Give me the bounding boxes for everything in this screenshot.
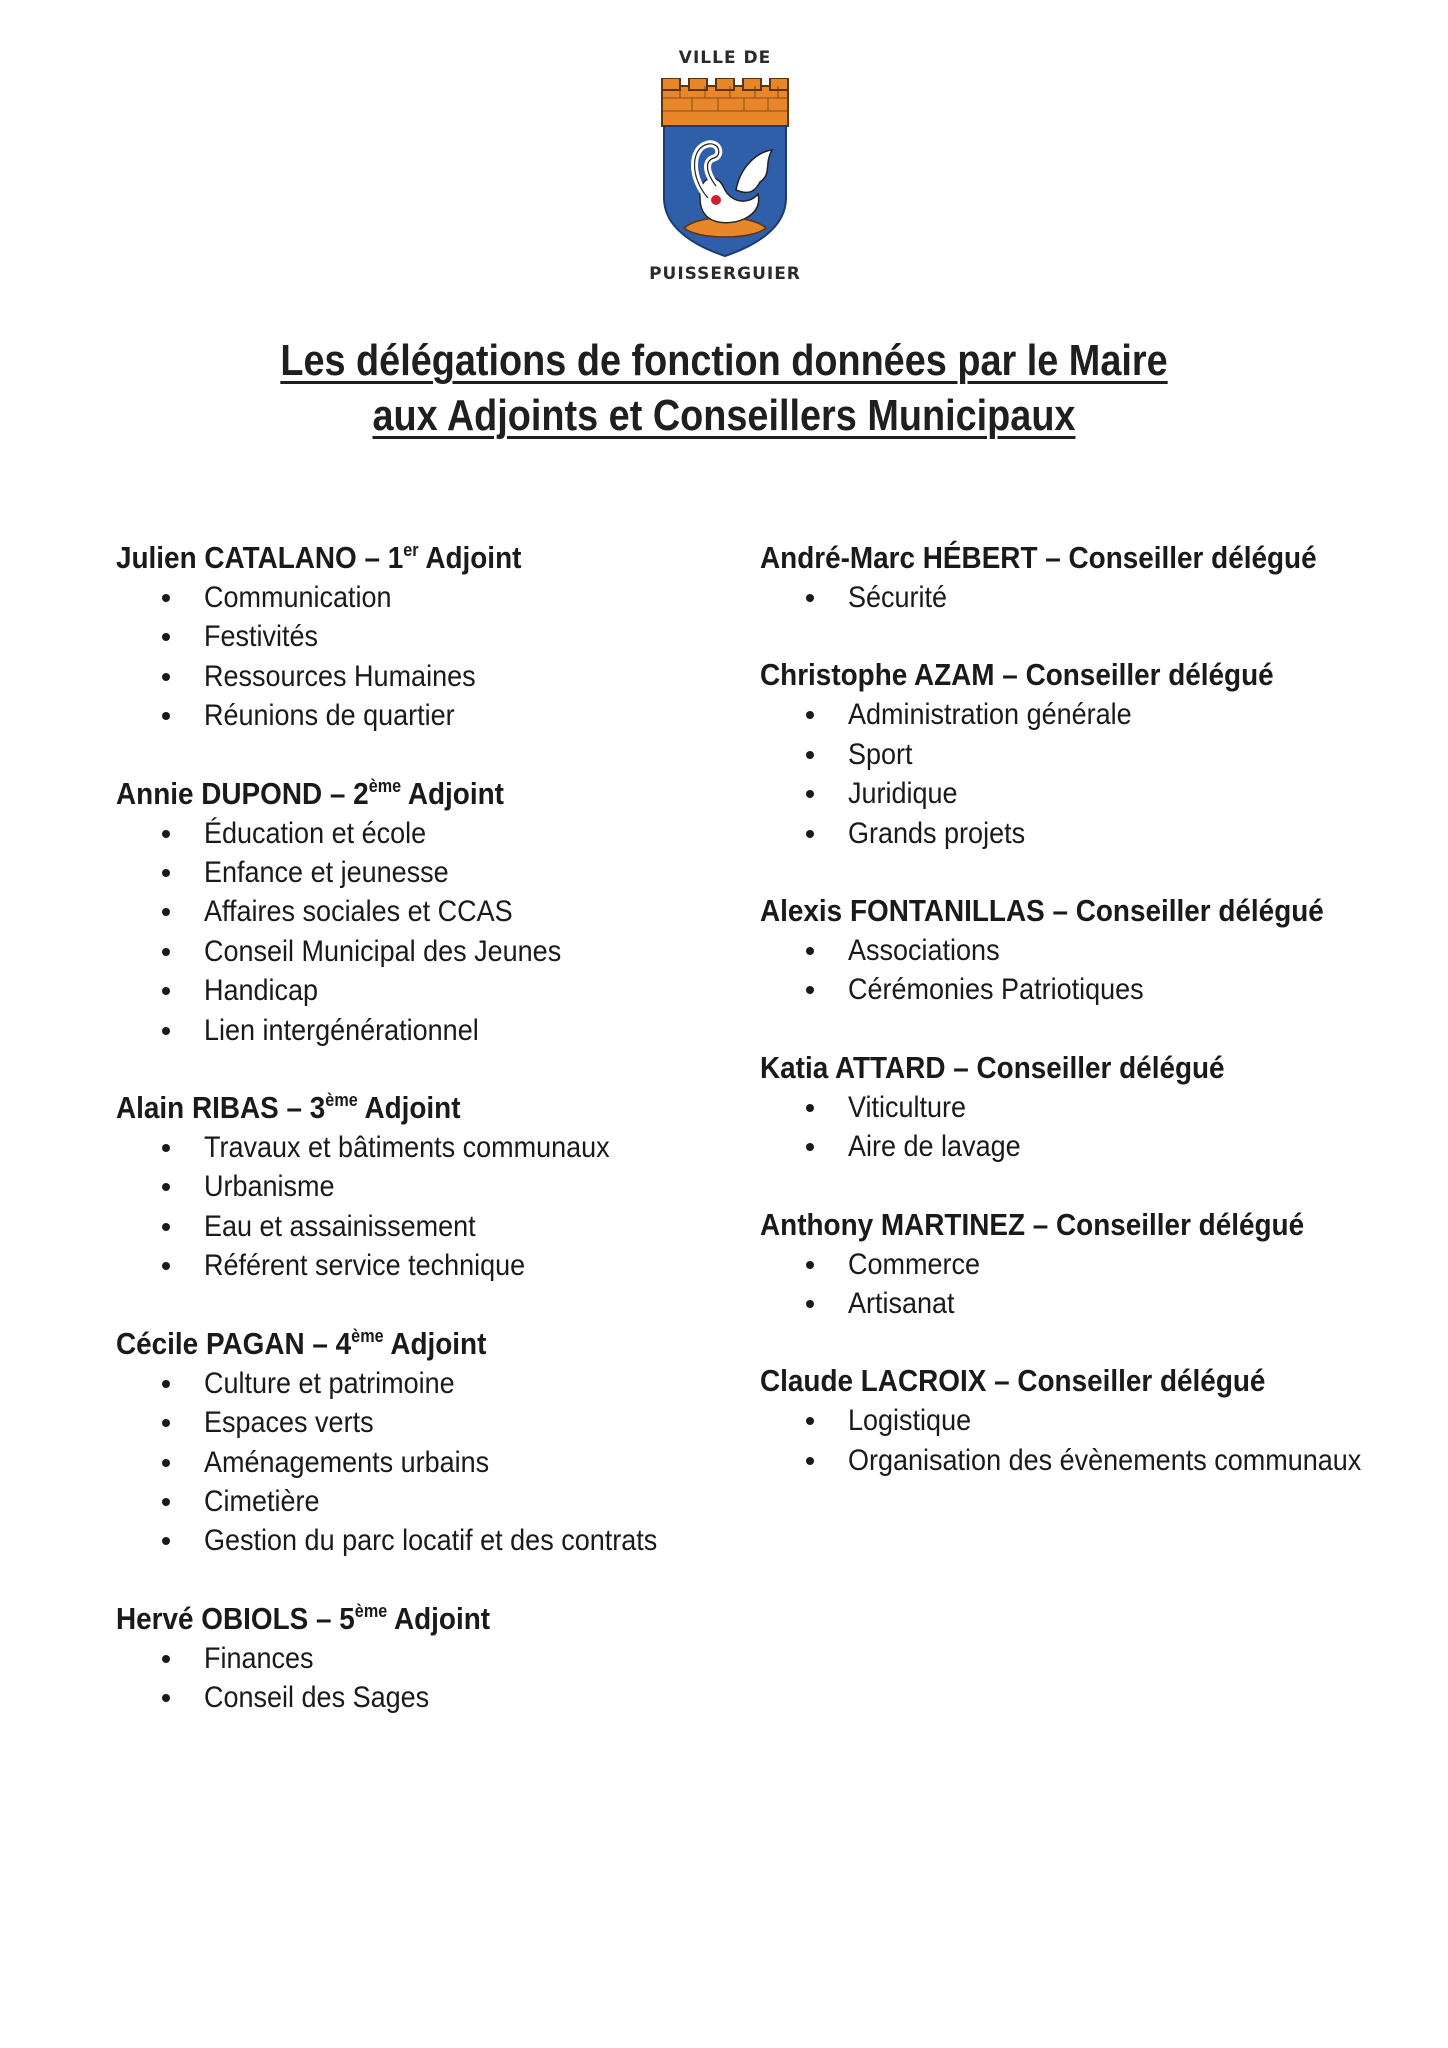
rank-suffix: ème (368, 775, 402, 796)
task-label: Eau et assainissement (204, 1209, 476, 1243)
person-name-text: Alain RIBAS – 3 (116, 1090, 326, 1126)
task-label: Culture et patrimoine (204, 1366, 455, 1400)
task-label: Travaux et bâtiments communaux (204, 1131, 610, 1165)
bullet-icon (162, 830, 170, 838)
task-label: Lien intergénérationnel (204, 1013, 479, 1047)
task-label: Communication (204, 581, 392, 614)
task-list (116, 1364, 716, 1561)
list-item (760, 1127, 1420, 1166)
bullet-icon (162, 948, 170, 956)
list-item (116, 971, 716, 1010)
coat-of-arms-swan-icon (660, 78, 790, 258)
bullet-icon (806, 1143, 814, 1151)
list-item (116, 657, 716, 696)
person-name-text: Cécile PAGAN – 4 (116, 1325, 352, 1361)
task-label: Administration générale (848, 698, 1132, 732)
task-label: Réunions de quartier (204, 699, 455, 733)
task-list (116, 1639, 716, 1718)
delegation-block (116, 1324, 716, 1561)
task-label: Festivités (204, 620, 319, 654)
list-item (760, 1401, 1420, 1440)
task-list (760, 931, 1420, 1010)
left-column (116, 538, 716, 1756)
task-label: Viticulture (848, 1090, 967, 1124)
delegation-block (760, 1361, 1420, 1480)
list-item (760, 735, 1420, 774)
list-item (116, 1011, 716, 1050)
person-name-text: Katia ATTARD – Conseiller délégué (760, 1049, 1225, 1085)
task-label: Enfance et jeunesse (204, 856, 449, 890)
task-label: Handicap (204, 974, 319, 1008)
task-list (760, 695, 1420, 853)
task-label: Conseil Municipal des Jeunes (204, 934, 562, 968)
bullet-icon (806, 790, 814, 798)
task-label: Aire de lavage (848, 1130, 1021, 1164)
list-item (760, 1088, 1420, 1127)
person-name-text: Hervé OBIOLS – 5 (116, 1600, 355, 1636)
task-list (760, 1401, 1420, 1480)
delegation-block (116, 1088, 716, 1286)
list-item (760, 695, 1420, 734)
task-label: Affaires sociales et CCAS (204, 895, 513, 929)
delegation-block (760, 655, 1420, 853)
rank-suffix: er (403, 540, 419, 560)
person-name (116, 1088, 656, 1128)
task-label: Associations (848, 934, 1000, 968)
person-name-text: Christophe AZAM – Conseiller délégué (760, 657, 1274, 693)
list-item (116, 1364, 716, 1403)
bullet-icon (806, 594, 814, 602)
task-label: Gestion du parc locatif et des contrats (204, 1524, 658, 1558)
town-label-top: VILLE DE (678, 48, 772, 68)
delegation-block (116, 538, 716, 736)
task-label: Référent service technique (204, 1249, 526, 1283)
bullet-icon (162, 1027, 170, 1035)
bullet-icon (162, 1183, 170, 1191)
bullet-icon (162, 1419, 170, 1427)
list-item (116, 1403, 716, 1442)
delegation-block (760, 1205, 1420, 1324)
bullet-icon (806, 830, 814, 838)
list-item (116, 814, 716, 853)
person-name (760, 538, 1354, 578)
title-line-2: aux Adjoints et Conseillers Municipaux (372, 391, 1076, 440)
list-item (116, 1678, 716, 1717)
bullet-icon (162, 1380, 170, 1388)
person-name (116, 774, 656, 814)
person-name-text: Alexis FONTANILLAS – Conseiller délégué (760, 893, 1324, 929)
task-label: Cérémonies Patriotiques (848, 973, 1144, 1007)
person-name (116, 1599, 656, 1639)
person-name-text: Annie DUPOND – 2 (116, 775, 369, 811)
task-label: Sport (848, 737, 913, 771)
delegation-block (760, 1048, 1420, 1167)
bullet-icon (806, 947, 814, 955)
task-label: Espaces verts (204, 1406, 374, 1440)
bullet-icon (162, 987, 170, 995)
task-list (760, 1245, 1420, 1324)
list-item (116, 617, 716, 656)
bullet-icon (162, 673, 170, 681)
task-label: Sécurité (848, 581, 948, 614)
list-item (760, 1441, 1420, 1480)
list-item (116, 932, 716, 971)
right-column (760, 538, 1420, 1518)
bullet-icon (806, 1457, 814, 1465)
task-label: Logistique (848, 1404, 972, 1438)
task-label: Grands projets (848, 816, 1026, 850)
task-label: Finances (204, 1641, 314, 1675)
list-item (760, 1284, 1420, 1323)
delegation-block (116, 1599, 716, 1718)
rank-suffix: ème (351, 1325, 384, 1346)
list-item (116, 1639, 716, 1678)
task-label: Aménagements urbains (204, 1445, 490, 1479)
list-item (116, 1521, 716, 1560)
bullet-icon (162, 1459, 170, 1467)
person-name (760, 1048, 1354, 1088)
task-label: Organisation des évènements communaux (848, 1443, 1362, 1477)
bullet-icon (806, 986, 814, 994)
page-title (101, 333, 1346, 443)
task-label: Artisanat (848, 1287, 955, 1321)
delegation-block (760, 538, 1420, 617)
town-label-bottom: PUISSERGUIER (649, 264, 801, 284)
task-label: Conseil des Sages (204, 1681, 430, 1715)
person-name (760, 1361, 1354, 1401)
task-list (760, 1088, 1420, 1167)
task-label: Éducation et école (204, 816, 427, 850)
task-list (760, 578, 1420, 617)
task-label: Urbanisme (204, 1170, 335, 1204)
list-item (116, 1482, 716, 1521)
person-name (760, 655, 1354, 695)
person-role: Adjoint (387, 1600, 491, 1636)
task-list (116, 578, 716, 736)
list-item (116, 1128, 716, 1167)
person-name-text: André-Marc HÉBERT – Conseiller délégué (760, 540, 1317, 575)
bullet-icon (162, 712, 170, 720)
list-item (116, 578, 716, 617)
task-label: Juridique (848, 777, 958, 811)
bullet-icon (162, 1223, 170, 1231)
bullet-icon (162, 1694, 170, 1702)
person-role: Adjoint (401, 775, 504, 811)
rank-suffix: ème (325, 1090, 358, 1111)
person-name (760, 1205, 1354, 1245)
title-line-1: Les délégations de fonction données par le Maire (280, 336, 1168, 385)
delegation-block (760, 891, 1420, 1010)
list-item (760, 814, 1420, 853)
task-list (116, 814, 716, 1050)
list-item (116, 1167, 716, 1206)
list-item (760, 1245, 1420, 1284)
person-name-text: Anthony MARTINEZ – Conseiller délégué (760, 1206, 1305, 1242)
task-label: Commerce (848, 1247, 981, 1281)
list-item (116, 1246, 716, 1285)
person-name-text: Julien CATALANO – 1 (116, 540, 404, 575)
bullet-icon (162, 594, 170, 602)
list-item (116, 1207, 716, 1246)
bullet-icon (806, 751, 814, 759)
list-item (116, 853, 716, 892)
bullet-icon (162, 1655, 170, 1663)
list-item (760, 970, 1420, 1009)
person-name (760, 891, 1354, 931)
list-item (116, 696, 716, 735)
task-label: Ressources Humaines (204, 659, 476, 693)
bullet-icon (162, 1144, 170, 1152)
delegation-block (116, 774, 716, 1050)
bullet-icon (806, 1417, 814, 1425)
bullet-icon (806, 1104, 814, 1112)
bullet-icon (162, 908, 170, 916)
list-item (760, 774, 1420, 813)
person-name-text: Claude LACROIX – Conseiller délégué (760, 1363, 1266, 1399)
list-item (760, 931, 1420, 970)
rank-suffix: ème (354, 1600, 388, 1621)
bullet-icon (806, 711, 814, 719)
town-emblem (620, 48, 830, 288)
person-role: Adjoint (383, 1325, 487, 1361)
list-item (116, 892, 716, 931)
list-item (760, 578, 1420, 617)
bullet-icon (806, 1261, 814, 1269)
task-list (116, 1128, 716, 1286)
person-name (116, 538, 656, 578)
person-role: Adjoint (418, 540, 522, 575)
bullet-icon (162, 1498, 170, 1506)
bullet-icon (162, 1262, 170, 1270)
task-label: Cimetière (204, 1484, 320, 1518)
person-role: Adjoint (357, 1090, 461, 1126)
bullet-icon (162, 1537, 170, 1545)
bullet-icon (806, 1300, 814, 1308)
list-item (116, 1443, 716, 1482)
bullet-icon (162, 869, 170, 877)
bullet-icon (162, 633, 170, 641)
person-name (116, 1324, 656, 1364)
